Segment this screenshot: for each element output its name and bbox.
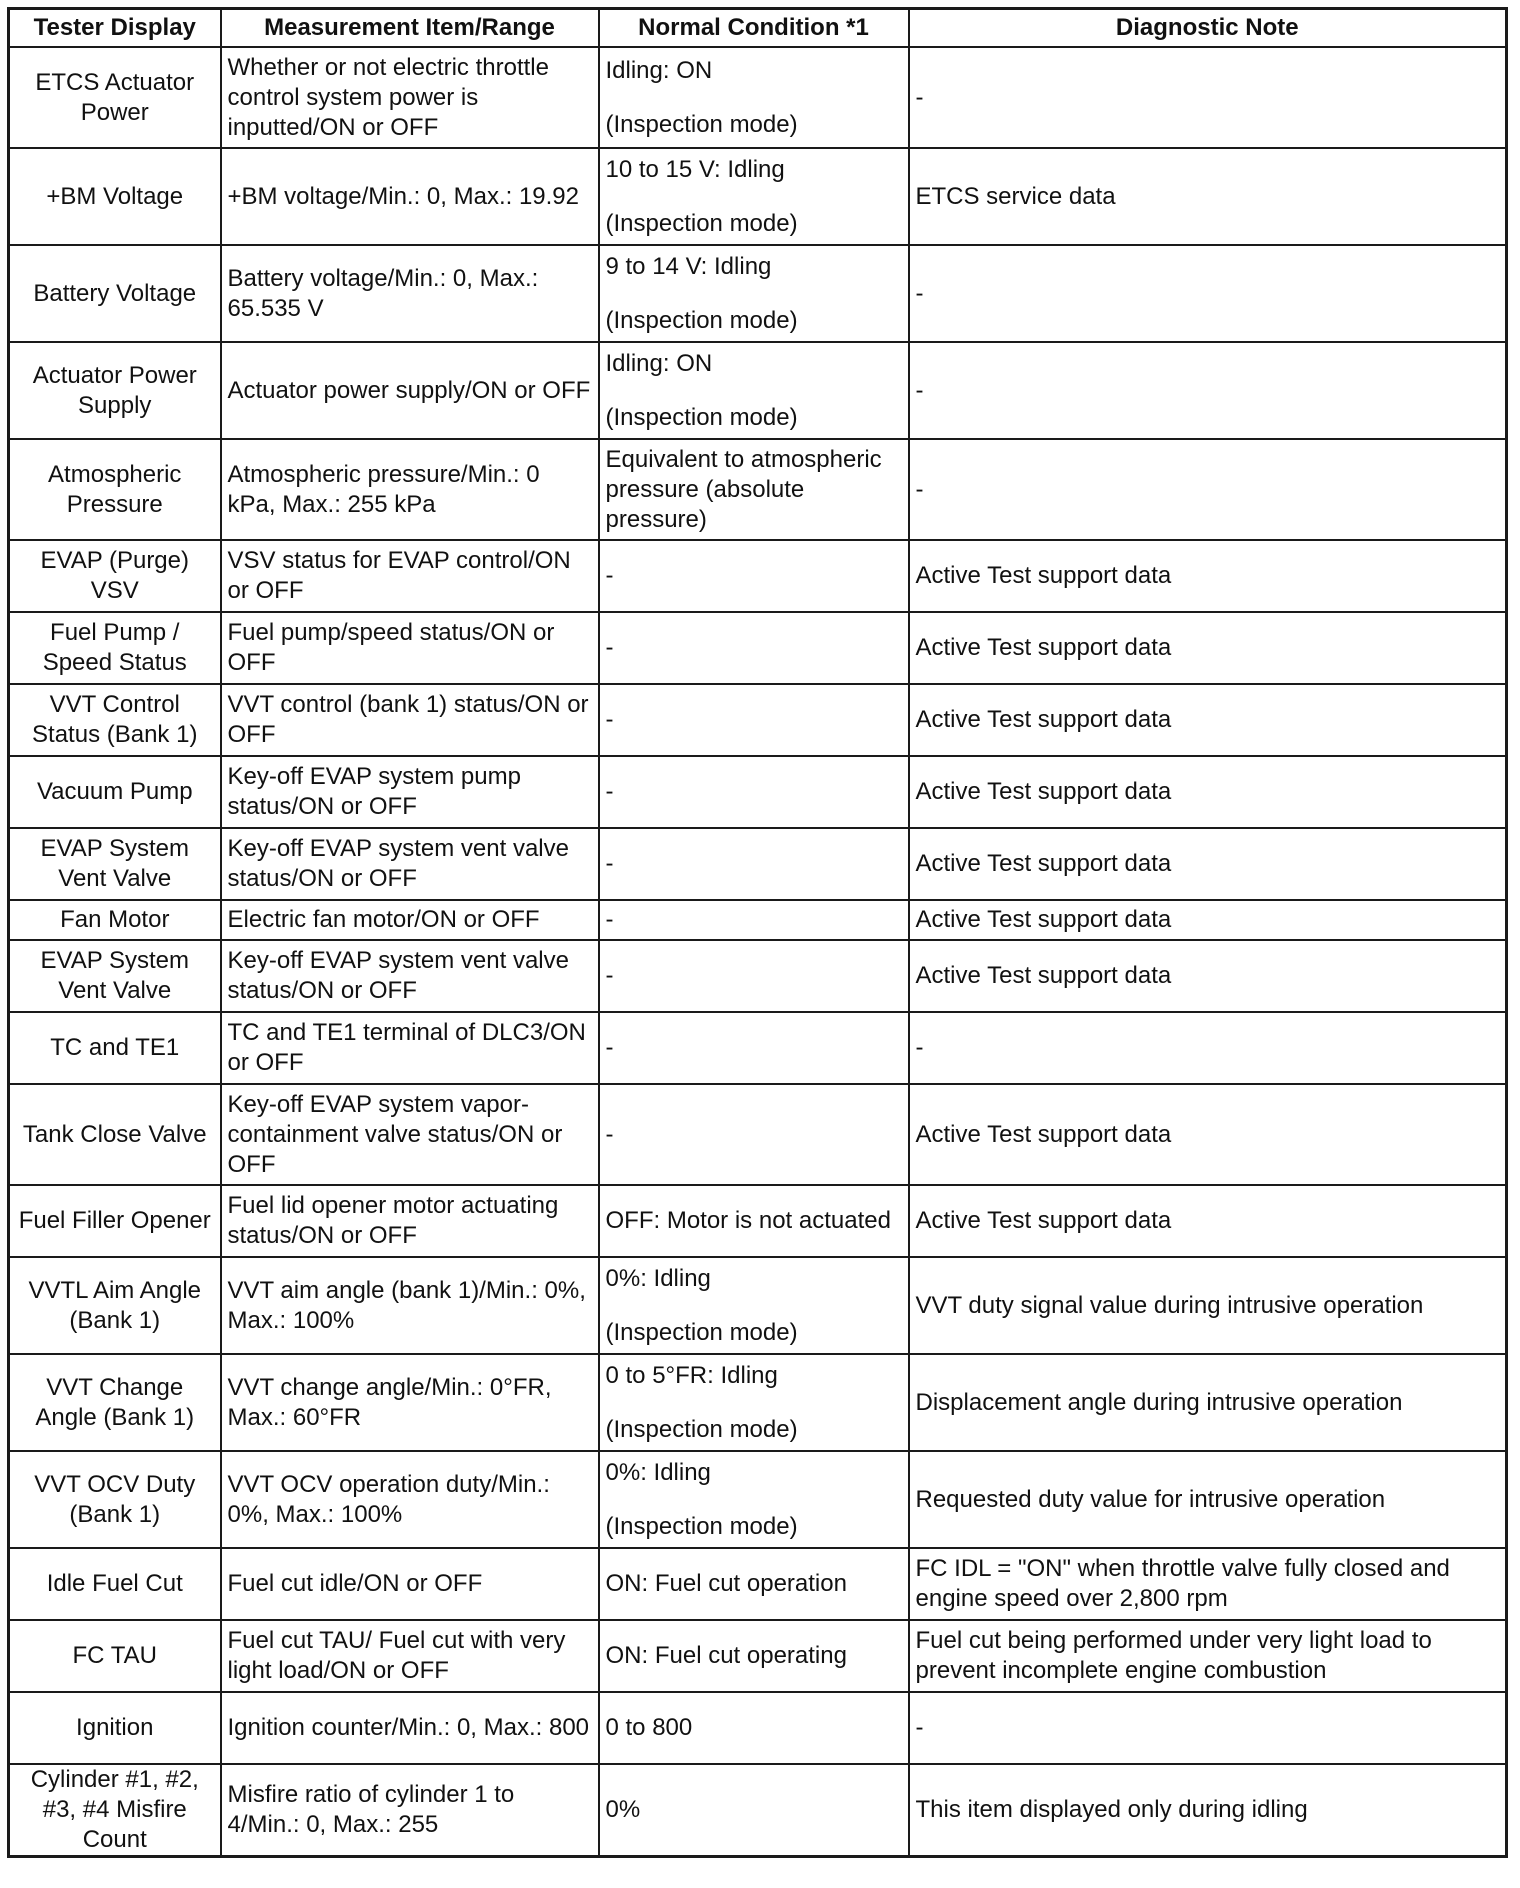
cell-diagnostic-note: Active Test support data xyxy=(909,1185,1507,1257)
cell-tester-display: Fan Motor xyxy=(9,900,221,940)
cell-normal-condition: OFF: Motor is not actuated xyxy=(599,1185,909,1257)
cell-normal-condition xyxy=(599,47,909,148)
cell-tester-display: Idle Fuel Cut xyxy=(9,1548,221,1620)
cell-tester-display: FC TAU xyxy=(9,1620,221,1692)
condition-mode: (Inspection mode) xyxy=(605,1512,798,1540)
cell-measurement-item: Whether or not electric throttle control system power is inputted/ON or OFF xyxy=(221,47,599,148)
table-row xyxy=(9,1185,1507,1257)
cell-tester-display: ETCS Actuator Power xyxy=(9,47,221,148)
cell-diagnostic-note: Active Test support data xyxy=(909,900,1507,940)
condition-mode: (Inspection mode) xyxy=(605,403,798,431)
table-row xyxy=(9,1012,1507,1084)
cell-diagnostic-note: - xyxy=(909,342,1507,439)
cell-tester-display: Battery Voltage xyxy=(9,245,221,342)
cell-tester-display: Cylinder #1, #2, #3, #4 Misfire Count xyxy=(9,1764,221,1857)
table-body xyxy=(9,47,1507,1857)
cell-tester-display: VVTL Aim Angle (Bank 1) xyxy=(9,1257,221,1354)
cell-diagnostic-note: This item displayed only during idling xyxy=(909,1764,1507,1857)
cell-normal-condition: 0 to 800 xyxy=(599,1692,909,1764)
cell-diagnostic-note: - xyxy=(909,439,1507,540)
header-row xyxy=(9,9,1507,48)
cell-measurement-item: VVT aim angle (bank 1)/Min.: 0%, Max.: 100% xyxy=(221,1257,599,1354)
cell-measurement-item: Key-off EVAP system pump status/ON or OFF xyxy=(221,756,599,828)
cell-diagnostic-note: Active Test support data xyxy=(909,828,1507,900)
condition-main: 10 to 15 V: Idling xyxy=(605,155,785,183)
cell-measurement-item: Actuator power supply/ON or OFF xyxy=(221,342,599,439)
table-row xyxy=(9,342,1507,439)
cell-normal-condition xyxy=(599,1451,909,1548)
table-row xyxy=(9,1620,1507,1692)
cell-normal-condition: 0% xyxy=(599,1764,909,1857)
cell-measurement-item: Key-off EVAP system vent valve status/ON or OFF xyxy=(221,828,599,900)
table-row xyxy=(9,756,1507,828)
table-row xyxy=(9,1084,1507,1185)
cell-measurement-item: TC and TE1 terminal of DLC3/ON or OFF xyxy=(221,1012,599,1084)
table-row xyxy=(9,684,1507,756)
condition-mode: (Inspection mode) xyxy=(605,1318,798,1346)
cell-measurement-item: VVT OCV operation duty/Min.: 0%, Max.: 100% xyxy=(221,1451,599,1548)
cell-tester-display: VVT Control Status (Bank 1) xyxy=(9,684,221,756)
table-row xyxy=(9,900,1507,940)
table-row xyxy=(9,940,1507,1012)
cell-tester-display: Fuel Filler Opener xyxy=(9,1185,221,1257)
cell-diagnostic-note: Active Test support data xyxy=(909,940,1507,1012)
cell-normal-condition xyxy=(599,148,909,245)
cell-diagnostic-note: VVT duty signal value during intrusive operation xyxy=(909,1257,1507,1354)
table-row xyxy=(9,439,1507,540)
header-measurement-item: Measurement Item/Range xyxy=(221,9,599,48)
cell-tester-display: +BM Voltage xyxy=(9,148,221,245)
cell-normal-condition xyxy=(599,342,909,439)
cell-normal-condition: - xyxy=(599,1084,909,1185)
cell-measurement-item: Ignition counter/Min.: 0, Max.: 800 xyxy=(221,1692,599,1764)
cell-measurement-item: Fuel lid opener motor actuating status/ON or OFF xyxy=(221,1185,599,1257)
condition-main: 9 to 14 V: Idling xyxy=(605,252,772,280)
data-list-table xyxy=(7,7,1508,1858)
table-row xyxy=(9,1692,1507,1764)
cell-normal-condition xyxy=(599,1257,909,1354)
cell-normal-condition: Equivalent to atmospheric pressure (absolute pressure) xyxy=(599,439,909,540)
condition-main: 0%: Idling xyxy=(605,1458,711,1486)
condition-main: 0 to 5°FR: Idling xyxy=(605,1361,778,1389)
cell-measurement-item: VVT change angle/Min.: 0°FR, Max.: 60°FR xyxy=(221,1354,599,1451)
cell-normal-condition xyxy=(599,245,909,342)
table-row xyxy=(9,148,1507,245)
cell-diagnostic-note: Active Test support data xyxy=(909,540,1507,612)
condition-main: Idling: ON xyxy=(605,56,713,84)
cell-tester-display: EVAP System Vent Valve xyxy=(9,828,221,900)
cell-diagnostic-note: - xyxy=(909,1012,1507,1084)
cell-tester-display: Vacuum Pump xyxy=(9,756,221,828)
data-list-table-container xyxy=(7,7,1505,1858)
cell-tester-display: EVAP (Purge) VSV xyxy=(9,540,221,612)
table-row xyxy=(9,1354,1507,1451)
cell-measurement-item: Fuel pump/speed status/ON or OFF xyxy=(221,612,599,684)
cell-diagnostic-note: Active Test support data xyxy=(909,1084,1507,1185)
table-row xyxy=(9,1548,1507,1620)
table-row xyxy=(9,245,1507,342)
cell-measurement-item: VSV status for EVAP control/ON or OFF xyxy=(221,540,599,612)
cell-measurement-item: Misfire ratio of cylinder 1 to 4/Min.: 0, Max.: 255 xyxy=(221,1764,599,1857)
table-row xyxy=(9,612,1507,684)
cell-measurement-item: Key-off EVAP system vapor-containment valve status/ON or OFF xyxy=(221,1084,599,1185)
cell-normal-condition: ON: Fuel cut operating xyxy=(599,1620,909,1692)
cell-normal-condition: - xyxy=(599,756,909,828)
cell-measurement-item: Key-off EVAP system vent valve status/ON or OFF xyxy=(221,940,599,1012)
table-row xyxy=(9,540,1507,612)
cell-diagnostic-note: Active Test support data xyxy=(909,756,1507,828)
cell-diagnostic-note: Fuel cut being performed under very light load to prevent incomplete engine combustion xyxy=(909,1620,1507,1692)
cell-tester-display: Ignition xyxy=(9,1692,221,1764)
condition-main: Idling: ON xyxy=(605,349,713,377)
cell-tester-display: VVT Change Angle (Bank 1) xyxy=(9,1354,221,1451)
cell-normal-condition: - xyxy=(599,612,909,684)
cell-tester-display: EVAP System Vent Valve xyxy=(9,940,221,1012)
table-row xyxy=(9,1764,1507,1857)
table-row xyxy=(9,828,1507,900)
cell-tester-display: TC and TE1 xyxy=(9,1012,221,1084)
cell-diagnostic-note: Requested duty value for intrusive operation xyxy=(909,1451,1507,1548)
cell-normal-condition: - xyxy=(599,900,909,940)
header-tester-display: Tester Display xyxy=(9,9,221,48)
table-row xyxy=(9,1257,1507,1354)
condition-mode: (Inspection mode) xyxy=(605,1415,798,1443)
header-normal-condition: Normal Condition *1 xyxy=(599,9,909,48)
cell-measurement-item: Fuel cut TAU/ Fuel cut with very light load/ON or OFF xyxy=(221,1620,599,1692)
table-row xyxy=(9,47,1507,148)
cell-diagnostic-note: - xyxy=(909,245,1507,342)
cell-normal-condition: - xyxy=(599,940,909,1012)
condition-mode: (Inspection mode) xyxy=(605,306,798,334)
cell-measurement-item: Electric fan motor/ON or OFF xyxy=(221,900,599,940)
table-row xyxy=(9,1451,1507,1548)
cell-diagnostic-note: - xyxy=(909,47,1507,148)
condition-mode: (Inspection mode) xyxy=(605,110,798,138)
cell-normal-condition: - xyxy=(599,540,909,612)
cell-normal-condition: - xyxy=(599,1012,909,1084)
condition-main: 0%: Idling xyxy=(605,1264,711,1292)
cell-tester-display: Actuator Power Supply xyxy=(9,342,221,439)
cell-measurement-item: Battery voltage/Min.: 0, Max.: 65.535 V xyxy=(221,245,599,342)
cell-diagnostic-note: Active Test support data xyxy=(909,684,1507,756)
cell-diagnostic-note: ETCS service data xyxy=(909,148,1507,245)
cell-tester-display: Atmospheric Pressure xyxy=(9,439,221,540)
cell-normal-condition xyxy=(599,1354,909,1451)
cell-measurement-item: Fuel cut idle/ON or OFF xyxy=(221,1548,599,1620)
cell-diagnostic-note: FC IDL = "ON" when throttle valve fully closed and engine speed over 2,800 rpm xyxy=(909,1548,1507,1620)
condition-mode: (Inspection mode) xyxy=(605,209,798,237)
cell-normal-condition: - xyxy=(599,684,909,756)
cell-normal-condition: - xyxy=(599,828,909,900)
cell-diagnostic-note: Active Test support data xyxy=(909,612,1507,684)
cell-measurement-item: +BM voltage/Min.: 0, Max.: 19.92 xyxy=(221,148,599,245)
header-diagnostic-note: Diagnostic Note xyxy=(909,9,1507,48)
cell-normal-condition: ON: Fuel cut operation xyxy=(599,1548,909,1620)
cell-tester-display: VVT OCV Duty (Bank 1) xyxy=(9,1451,221,1548)
cell-measurement-item: VVT control (bank 1) status/ON or OFF xyxy=(221,684,599,756)
cell-measurement-item: Atmospheric pressure/Min.: 0 kPa, Max.: 255 kPa xyxy=(221,439,599,540)
cell-tester-display: Fuel Pump / Speed Status xyxy=(9,612,221,684)
cell-tester-display: Tank Close Valve xyxy=(9,1084,221,1185)
cell-diagnostic-note: Displacement angle during intrusive operation xyxy=(909,1354,1507,1451)
cell-diagnostic-note: - xyxy=(909,1692,1507,1764)
